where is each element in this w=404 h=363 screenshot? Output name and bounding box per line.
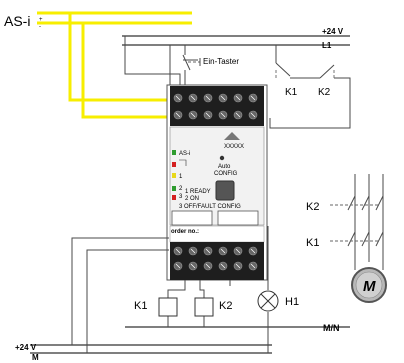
k1-contact-label: K1 xyxy=(285,87,298,98)
auto-config-led xyxy=(220,156,224,160)
asi-bus-label: AS-i xyxy=(4,13,31,29)
led-fault xyxy=(172,162,176,167)
k2-motor-label: K2 xyxy=(306,201,320,213)
auto-config-button xyxy=(216,181,234,200)
aux-contacts-k1-k2 xyxy=(270,45,350,128)
legend-off-fault: 3 OFF/FAULT CONFIG xyxy=(179,204,241,210)
ground-m-label: M xyxy=(32,353,39,362)
led-2-label: 2 xyxy=(179,186,183,192)
supply-24v-top-label: +24 V xyxy=(322,27,344,36)
auto-config-label-1: Auto xyxy=(218,164,231,170)
led-1-label: 1 xyxy=(179,174,183,180)
supply-24v-bottom-label: +24 V xyxy=(15,343,37,352)
led-2 xyxy=(172,186,176,191)
label-window-right xyxy=(218,211,258,225)
asi-minus-label: - xyxy=(39,24,41,30)
auto-config-label-2: CONFIG xyxy=(214,171,238,177)
neutral-mn-label: M/N xyxy=(323,323,340,333)
led-asi xyxy=(172,150,176,155)
led-asi-label: AS-i xyxy=(179,151,191,157)
order-no-label: order no.: xyxy=(171,229,199,235)
asi-module xyxy=(167,85,267,280)
led-3 xyxy=(172,195,176,200)
label-window-left xyxy=(172,211,212,225)
motor-symbol-label: M xyxy=(363,278,376,295)
led-1 xyxy=(172,173,176,178)
k1-motor-label: K1 xyxy=(306,237,320,249)
coil-k2-label: K2 xyxy=(219,300,233,312)
asi-plus-label: + xyxy=(39,17,43,23)
ein-taster-switch xyxy=(183,55,200,70)
ein-taster-label: Ein-Taster xyxy=(203,57,240,66)
legend-on: 2 ON xyxy=(185,196,200,202)
lamp-h1-label: H1 xyxy=(285,296,300,308)
bottom-terminal-block xyxy=(170,242,264,280)
led-3-label: 3 xyxy=(179,194,183,200)
brand-text: XXXXX xyxy=(224,144,245,150)
coil-k1-label: K1 xyxy=(134,300,148,312)
k2-contact-label: K2 xyxy=(318,87,331,98)
legend-ready: 1 READY xyxy=(185,189,211,195)
lamp-h1-icon xyxy=(258,291,278,311)
coil-k2 xyxy=(195,298,213,316)
line-l1-label: L1 xyxy=(322,41,332,50)
motor-circuit xyxy=(330,174,386,302)
top-terminal-block xyxy=(170,86,264,126)
coil-k1 xyxy=(159,298,177,316)
